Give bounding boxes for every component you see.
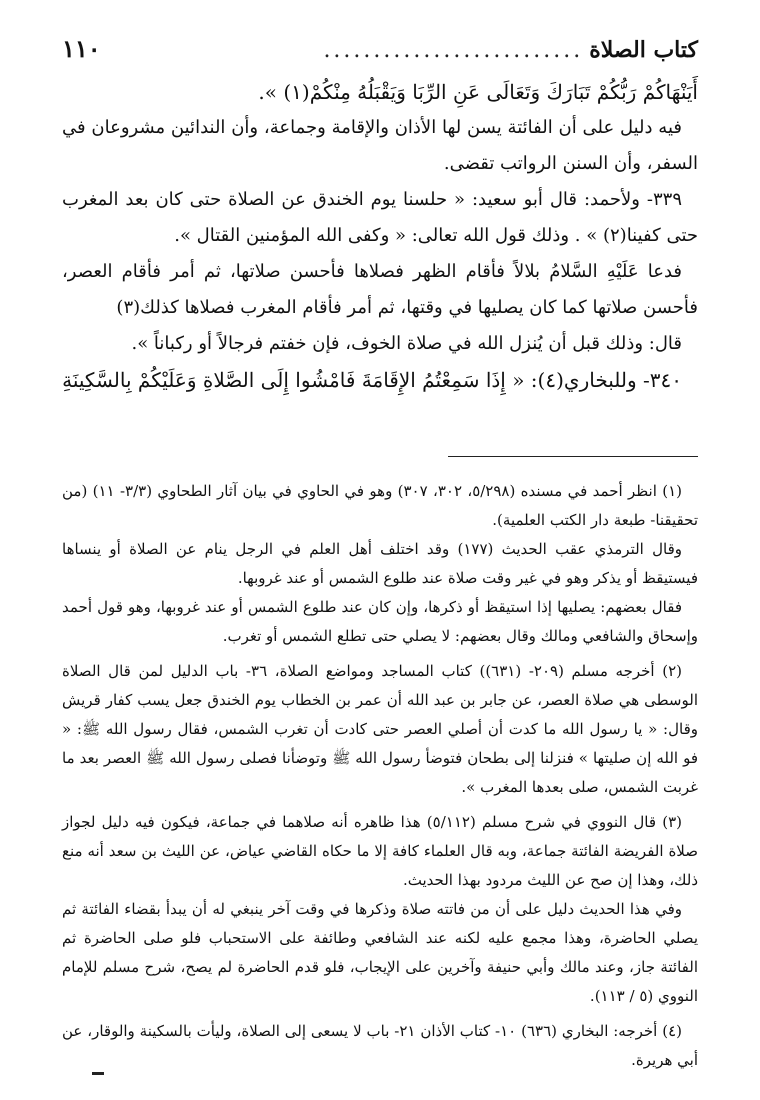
footnote-3-continuation: وفي هذا الحديث دليل على أن من فاتته صلاة وذكرها في وقت آخر ينبغي له أن يبدأ بقضاء الفائتة ثم يصلي الحاضرة، وهذا مجمع عليه لكنه عند الشافعي وطائفة على الاستحباب فلو صلى الحاضرة ثم الفائتة جاز، وعند مالك وأبي حنيفة وآخرين على الإيجاب، فلو قدم الحاضرة لم يصح، شرح مسلم للإمام النووي (٥ / ١١٣). [62,900,698,1005]
footnote-4: (٤) أخرجه: البخاري (٦٣٦) ١٠- كتاب الأذان ٢١- باب لا يسعى إلى الصلاة، وليأت بالسكينة والوقار، عن أبي هريرة. [62,1022,698,1069]
hadith-continuation: أَيَنْهَاكُمْ رَبُّكُمْ تَبَارَكَ وَتَعَالَى عَنِ الرِّبَا وَيَقْبَلُهُ مِنْكُمْ(١) ». [258,80,698,104]
footnote-1: (١) انظر أحمد في مسنده (٥/٢٩٨، ٣٠٢، ٣٠٧) وهو في الحاوي في بيان آثار الطحاوي (٣/٣- ١١) (من تحقيقنا- طبعة دار الكتب العلمية). [62,482,698,529]
hadith-340: ٣٤٠- وللبخاري(٤): « إِذَا سَمِعْتُمُ الإِقَامَةَ فَامْشُوا إِلَى الصَّلاةِ وَعَلَيْكُمْ بِالسَّكِينَةِ [62,368,682,392]
chapter-title: كتاب الصلاة [589,37,698,63]
footnote-2: (٢) أخرجه مسلم (٢٠٩- (٦٣١)) كتاب المساجد ومواضع الصلاة، ٣٦- باب الدليل لمن قال الصلاة الوسطى هي صلاة العصر، عن جابر بن عبد الله أن عمر بن الخطاب يوم الخندق جعل يسب كفار قريش وقال: « يا رسول الله ما كدت أن أصلي العصر حتى كادت أن تغرب الشمس، فقال رسول الله ﷺ: « فو الله إن صليتها » فنزلنا إلى بطحان فتوضأ رسول الله ﷺ وتوضأنا فصلى رسول الله ﷺ العصر بعد ما غربت الشمس، صلى بعدها المغرب ». [62,662,698,796]
footnote-3: (٣) قال النووي في شرح مسلم (٥/١١٢) هذا ظاهره أنه صلاهما في جماعة، فيكون فيه دليل لجواز صلاة الفريضة الفائتة جماعة، وبه قال العلماء كافة إلا ما حكاه القاضي عياض، عن الليث بن سعد أنه منع ذلك، وهذا إن صح عن الليث مردود بهذا الحديث. [62,813,698,889]
page-number: ١١٠ [62,34,101,63]
commentary-paragraph: فيه دليل على أن الفائتة يسن لها الأذان والإقامة وجماعة، وأن الندائين مشروعان في السفر، وأن السنن الرواتب تقضى. [62,117,698,174]
running-header [62,34,698,74]
main-text [62,74,698,398]
footnote-separator [448,456,698,457]
hadith-339: ٣٣٩- ولأحمد: قال أبو سعيد: « حلسنا يوم الخندق عن الصلاة حتى كان بعد المغرب حتى كفينا(٢) » . وذلك قول الله تعالى: « وكفى الله المؤمنين القتال ». [62,189,698,246]
hadith-339-ending: قال: وذلك قبل أن يُنزل الله في صلاة الخوف، فإن خفتم فرجالاً أو ركباناً ». [131,333,682,354]
footnote-1-opinions: فقال بعضهم: يصليها إذا استيقظ أو ذكرها، وإن كان عند طلوع الشمس أو عند غروبها، وهو قول أحمد وإسحاق والشافعي ومالك وقال بعضهم: لا يصلي حتى تطلع الشمس أو تغرب. [62,598,698,645]
page-bottom-mark [92,1072,104,1075]
footnote-1-tirmidhi: وقال الترمذي عقب الحديث (١٧٧) وقد اختلف أهل العلم في الرجل ينام عن الصلاة أو ينساها فيستيقظ أو يذكر وهو في غير وقت صلاة عند طلوع الشمس أو عند غروبها. [62,540,698,587]
header-leader-dots: .......................... [323,38,584,63]
footnotes [62,477,698,1075]
hadith-339-continuation: فدعا عَلَيْهِ السَّلامُ بلالاً فأقام الظهر فصلاها فأحسن صلاتها، ثم أمر فأقام العصر، فأحسن صلاتها كما كان يصليها في وقتها، ثم أمر فأقام المغرب فصلاها كذلك(٣) [62,261,698,318]
book-page [62,34,698,1100]
